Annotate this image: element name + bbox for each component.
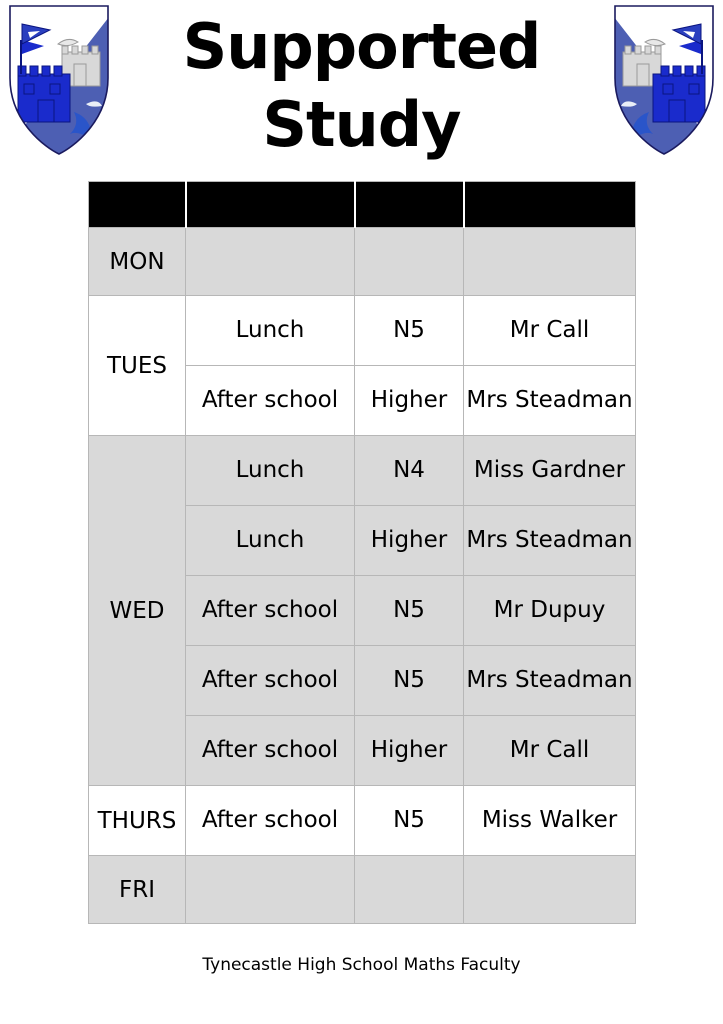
day-cell-thurs: THURS xyxy=(89,786,186,856)
level-cell xyxy=(355,296,464,366)
level-cell-text: Higher xyxy=(370,526,448,553)
level-cell xyxy=(355,856,464,924)
level-cell-text: Higher xyxy=(370,386,448,413)
teacher-cell xyxy=(464,856,636,924)
teacher-cell-text: Mrs Steadman xyxy=(466,666,633,693)
time-cell xyxy=(186,506,355,576)
page-title-line-1: Supported xyxy=(182,10,541,83)
school-crest-icon-right xyxy=(605,0,723,160)
day-cell-tues: TUES xyxy=(89,296,186,436)
teacher-cell-text xyxy=(464,886,635,894)
teacher-cell xyxy=(464,436,636,506)
time-cell xyxy=(186,366,355,436)
level-cell-text: N5 xyxy=(393,316,425,343)
timetable xyxy=(88,181,636,924)
level-cell xyxy=(355,436,464,506)
table-body xyxy=(89,228,636,924)
day-cell-wed: WED xyxy=(89,436,186,786)
level-cell xyxy=(355,228,464,296)
level-cell-text: N5 xyxy=(393,666,425,693)
page-header xyxy=(0,0,723,170)
column-header-time: TIME xyxy=(186,182,355,228)
level-cell xyxy=(355,366,464,436)
teacher-cell xyxy=(464,506,636,576)
time-cell-text: After school xyxy=(201,666,339,693)
level-cell xyxy=(355,646,464,716)
teacher-cell xyxy=(464,646,636,716)
page-title-line-2: Study xyxy=(262,88,461,161)
time-cell-text: After school xyxy=(201,386,339,413)
level-cell-text xyxy=(355,258,463,266)
time-cell-text: Lunch xyxy=(235,456,305,483)
school-crest-icon-left xyxy=(0,0,118,160)
time-cell xyxy=(186,296,355,366)
time-cell xyxy=(186,786,355,856)
table-row xyxy=(89,228,636,296)
teacher-cell-text: Mrs Steadman xyxy=(466,386,633,413)
level-cell-text: N5 xyxy=(393,596,425,623)
time-cell xyxy=(186,228,355,296)
table-row xyxy=(89,786,636,856)
time-cell xyxy=(186,576,355,646)
level-cell-text: Higher xyxy=(370,736,448,763)
time-cell-text: After school xyxy=(201,806,339,833)
page-title xyxy=(130,8,593,164)
time-cell-text: Lunch xyxy=(235,316,305,343)
time-cell-text xyxy=(186,258,354,266)
teacher-cell-text: Mr Call xyxy=(509,736,590,763)
level-cell xyxy=(355,786,464,856)
supported-study-timetable xyxy=(88,181,635,924)
teacher-cell xyxy=(464,228,636,296)
table-row xyxy=(89,436,636,506)
teacher-cell-text xyxy=(464,258,635,266)
column-header-day: DAY xyxy=(89,182,186,228)
column-header-level: LEVEL xyxy=(355,182,464,228)
teacher-cell-text: Miss Gardner xyxy=(473,456,626,483)
time-cell-text xyxy=(186,886,354,894)
level-cell xyxy=(355,716,464,786)
teacher-cell-text: Mr Dupuy xyxy=(493,596,606,623)
teacher-cell xyxy=(464,786,636,856)
time-cell xyxy=(186,436,355,506)
time-cell-text: After school xyxy=(201,736,339,763)
time-cell xyxy=(186,856,355,924)
table-header-row xyxy=(89,182,636,228)
time-cell xyxy=(186,716,355,786)
time-cell-text: Lunch xyxy=(235,526,305,553)
table-row xyxy=(89,856,636,924)
level-cell xyxy=(355,576,464,646)
time-cell-text: After school xyxy=(201,596,339,623)
teacher-cell-text: Miss Walker xyxy=(481,806,618,833)
day-cell-mon: MON xyxy=(89,228,186,296)
column-header-teacher: TEACHER xyxy=(464,182,636,228)
level-cell-text xyxy=(355,886,463,894)
table-row xyxy=(89,296,636,366)
teacher-cell xyxy=(464,366,636,436)
level-cell-text: N5 xyxy=(393,806,425,833)
table-header xyxy=(89,182,636,228)
teacher-cell-text: Mrs Steadman xyxy=(466,526,633,553)
footer-text: Tynecastle High School Maths Faculty xyxy=(202,955,521,975)
teacher-cell xyxy=(464,296,636,366)
day-cell-fri: FRI xyxy=(89,856,186,924)
teacher-cell xyxy=(464,716,636,786)
level-cell-text: N4 xyxy=(393,456,425,483)
time-cell xyxy=(186,646,355,716)
level-cell xyxy=(355,506,464,576)
teacher-cell-text: Mr Call xyxy=(509,316,590,343)
teacher-cell xyxy=(464,576,636,646)
